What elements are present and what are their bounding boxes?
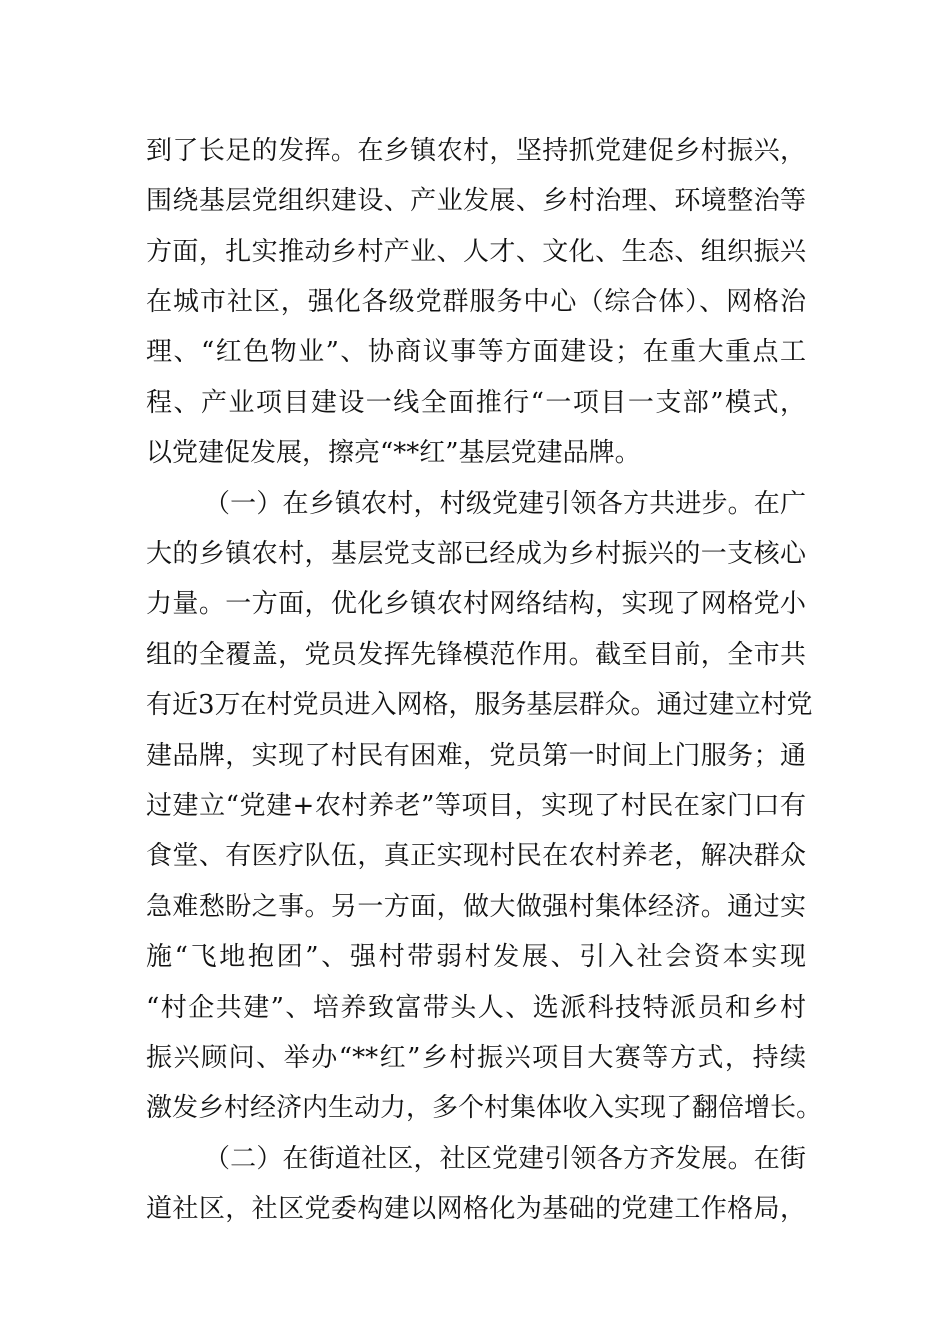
body-text-line: 急难愁盼之事。另一方面，做大做强村集体经济。通过实	[146, 892, 806, 922]
body-text-line: 有近3万在村党员进入网格，服务基层群众。通过建立村党	[146, 690, 813, 720]
body-text-line: 施“飞地抱团”、强村带弱村发展、引入社会资本实现	[146, 942, 806, 972]
body-text-line: 过建立“党建+农村养老”等项目，实现了村民在家门口有	[146, 791, 806, 821]
body-text-line: 大的乡镇农村，基层党支部已经成为乡村振兴的一支核心	[146, 539, 806, 569]
body-text-line: 方面，扎实推动乡村产业、人才、文化、生态、组织振兴	[146, 237, 806, 267]
body-text-line: 组的全覆盖，党员发挥先锋模范作用。截至目前，全市共	[146, 640, 806, 670]
section-heading-line: （二）在街道社区，社区党建引领各方齐发展。在街	[204, 1144, 806, 1174]
body-text-line: 到了长足的发挥。在乡镇农村，坚持抓党建促乡村振兴，	[146, 136, 806, 166]
body-text-line: 道社区，社区党委构建以网格化为基础的党建工作格局，	[146, 1194, 806, 1224]
body-text-line: 振兴顾问、举办“**红”乡村振兴项目大赛等方式，持续	[146, 1043, 806, 1073]
body-text-line: 围绕基层党组织建设、产业发展、乡村治理、环境整治等	[146, 186, 806, 216]
body-text-line: 理、“红色物业”、协商议事等方面建设；在重大重点工	[146, 337, 806, 367]
body-text-line: “村企共建”、培养致富带头人、选派科技特派员和乡村	[146, 993, 806, 1023]
paragraph-last-line: 以党建促发展，擦亮“**红”基层党建品牌。	[146, 438, 641, 468]
paragraph-last-line: 激发乡村经济内生动力，多个村集体收入实现了翻倍增长。	[146, 1093, 823, 1123]
body-text-line: 食堂、有医疗队伍，真正实现村民在农村养老，解决群众	[146, 841, 806, 871]
body-text-line: 力量。一方面，优化乡镇农村网络结构，实现了网格党小	[146, 589, 806, 619]
section-heading-line: （一）在乡镇农村，村级党建引领各方共进步。在广	[204, 489, 806, 519]
body-text-line: 程、产业项目建设一线全面推行“一项目一支部”模式，	[146, 388, 806, 418]
body-text-line: 建品牌，实现了村民有困难，党员第一时间上门服务；通	[146, 741, 806, 771]
body-text-line: 在城市社区，强化各级党群服务中心（综合体）、网格治	[146, 287, 806, 317]
